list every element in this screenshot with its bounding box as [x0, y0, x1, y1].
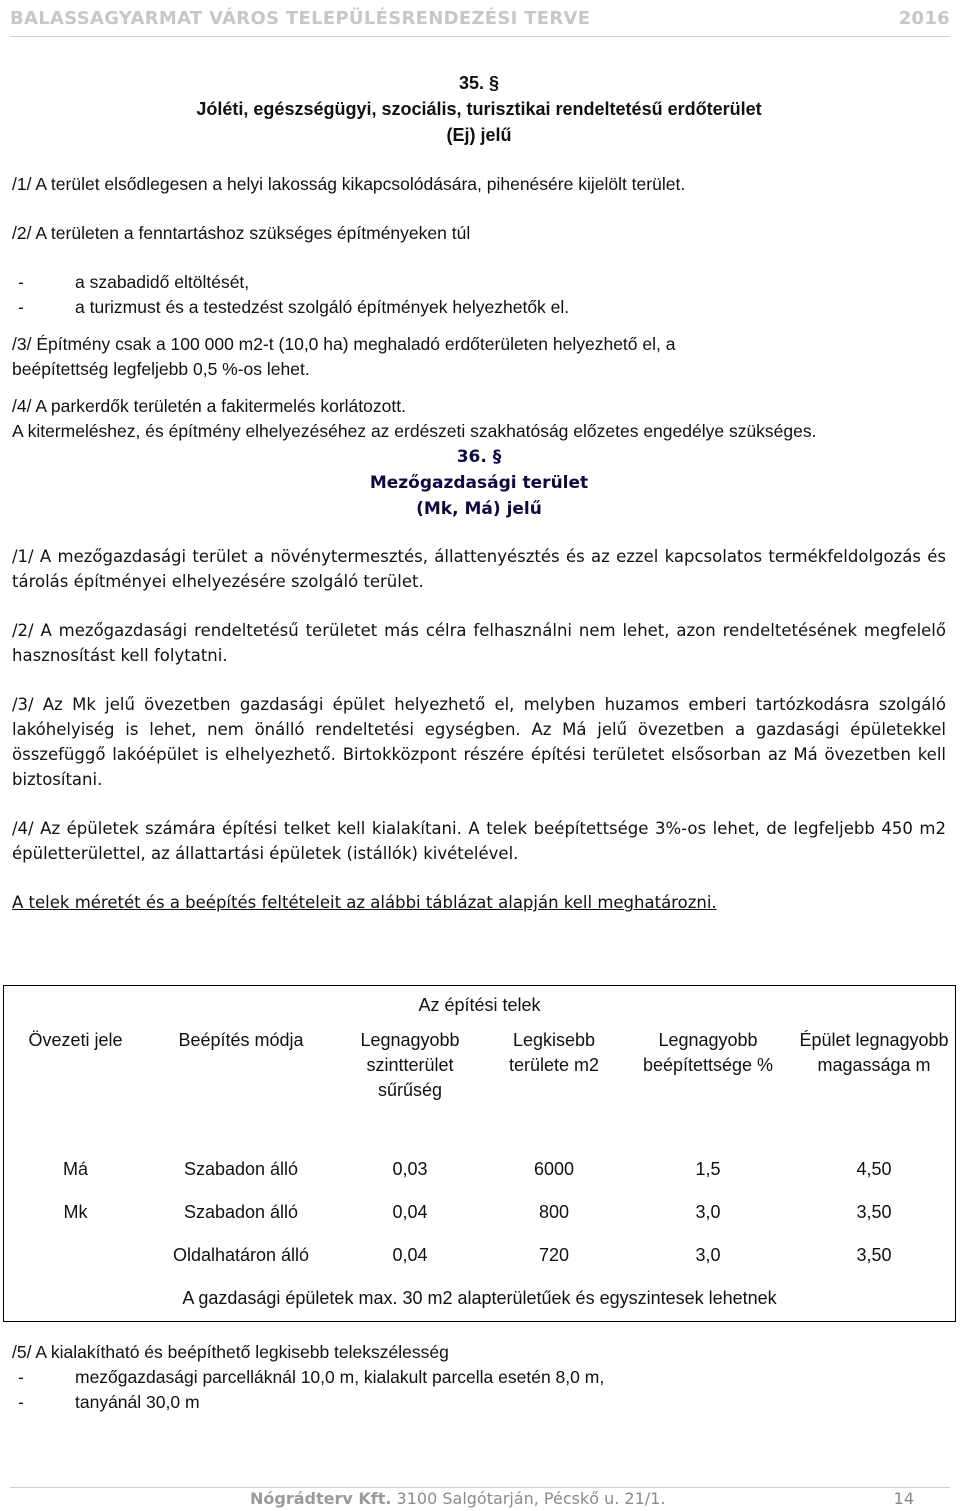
section-36-heading [12, 444, 946, 522]
table-note: A gazdasági épületek max. 30 m2 alapterületűek és egyszintesek lehetnek [4, 1277, 956, 1322]
section-36-code: (Mk, Má) jelű [416, 499, 542, 519]
table-row: Oldalhatáron álló 0,04 720 3,0 3,50 [4, 1234, 956, 1277]
page-footer [250, 1489, 665, 1508]
section-36-title: Mezőgazdasági terület [369, 473, 589, 493]
section-35-sign: § [489, 73, 500, 93]
header-zone-code: Övezeti jele [4, 1026, 148, 1148]
header-max-density: Legnagyobb szintterület sűrűség [360, 1029, 460, 1100]
s35-paragraph-3a: /3/ Építmény csak a 100 000 m2-t (10,0 ha) meghaladó erdőterületen helyezhető el, a [12, 334, 676, 354]
table-row: Má Szabadon álló 0,03 6000 1,5 4,50 [4, 1148, 956, 1191]
s35-paragraph-3b: beépítettség legfeljebb 0,5 %-os lehet. [12, 359, 310, 379]
document-year: 2016 [898, 7, 950, 29]
s35-paragraph-2: /2/ A területen a fenntartáshoz szükséges építményeken túl [12, 223, 471, 243]
s35-list [12, 270, 946, 320]
s36-paragraph-1: /1/ A mezőgazdasági terület a növénytermesztés, állattenyésztés és az ezzel kapcsolatos termékfeldolgozás és tárolás építményei elhelyezésére szolgáló terület. [12, 547, 946, 591]
section-36-sign: § [492, 447, 502, 467]
s35-paragraph-4: /4/ A parkerdők területén a fakitermelés korlátozott. [12, 396, 406, 416]
footer-company: Nógrádterv Kft. [250, 1489, 392, 1508]
s36-paragraph-4: /4/ Az épületek számára építési telket kell kialakítani. A telek beépítettsége 3%-os lehet, de legfeljebb 450 m2 épületterülettel, az állattartási épületek (istállók) kivételével. [12, 819, 946, 863]
list-item: - tanyánál 30,0 m [18, 1392, 200, 1412]
header-min-area: Legkisebb területe m2 [508, 1029, 600, 1075]
page-header [10, 4, 950, 32]
header-max-height: Épület legnagyobb magassága m [793, 1026, 956, 1148]
list-item: - mezőgazdasági parcelláknál 10,0 m, kialakult parcella esetén 8,0 m, [18, 1367, 605, 1387]
footer-address: 3100 Salgótarján, Pécskő u. 21/1. [396, 1489, 666, 1508]
section-36-number: 36. [456, 447, 487, 467]
document-body [12, 70, 946, 915]
s35-paragraph-1: /1/ A terület elsődlegesen a helyi lakosság kikapcsolódására, pihenésére kijelölt terület. [12, 174, 686, 194]
section-35-number: 35. [458, 73, 484, 93]
header-max-coverage: Legnagyobb beépítettsége % [642, 1029, 774, 1075]
table-caption: Az építési telek [4, 986, 956, 1026]
list-item: - a szabadidő eltöltését, [18, 272, 250, 292]
page-number: 14 [893, 1489, 914, 1508]
header-build-type: Beépítés módja [178, 1029, 304, 1050]
s36-paragraph-2: /2/ A mezőgazdasági rendeltetésű területet más célra felhasználni nem lehet, azon rendeltetésének megfelelő hasznosítást kell folytatni. [12, 621, 946, 665]
section-35-title: Jóléti, egészségügyi, szociális, turisztikai rendeltetésű erdőterület [196, 99, 762, 119]
footer-divider [10, 1487, 950, 1488]
section-35-code: (Ej) jelű [446, 125, 512, 145]
table-row: Mk Szabadon álló 0,04 800 3,0 3,50 [4, 1191, 956, 1234]
s36-table-intro: A telek méretét és a beépítés feltételeit az alábbi táblázat alapján kell meghatározni. [12, 893, 717, 912]
s36-paragraph-3: /3/ Az Mk jelű övezetben gazdasági épület helyezhető el, melyben huzamos emberi tartózkodásra szolgáló lakóhelyiség is lehet, nem önálló rendeltetési egységben. Az Má jelű övezetben a gazdasági épületekkel összefüggő lakóépület is elhelyezhető. Birtokközpont részére építési területet elsősorban az Má övezetben kell biztosítani. [12, 695, 946, 789]
building-plot-table [3, 985, 956, 1322]
header-divider [10, 36, 950, 37]
s35-paragraph-4b: A kitermeléshez, és építmény elhelyezéséhez az erdészeti szakhatóság előzetes engedélye szükséges. [12, 421, 817, 441]
section-36-point-5 [12, 1340, 604, 1415]
document-title: BALASSAGYARMAT VÁROS TELEPÜLÉSRENDEZÉSI TERVE [10, 7, 591, 29]
section-35-heading [12, 70, 946, 148]
list-item: - a turizmust és a testedzést szolgáló építmények helyezhetők el. [18, 297, 570, 317]
s36-paragraph-5: /5/ A kialakítható és beépíthető legkisebb telekszélesség [12, 1342, 449, 1362]
